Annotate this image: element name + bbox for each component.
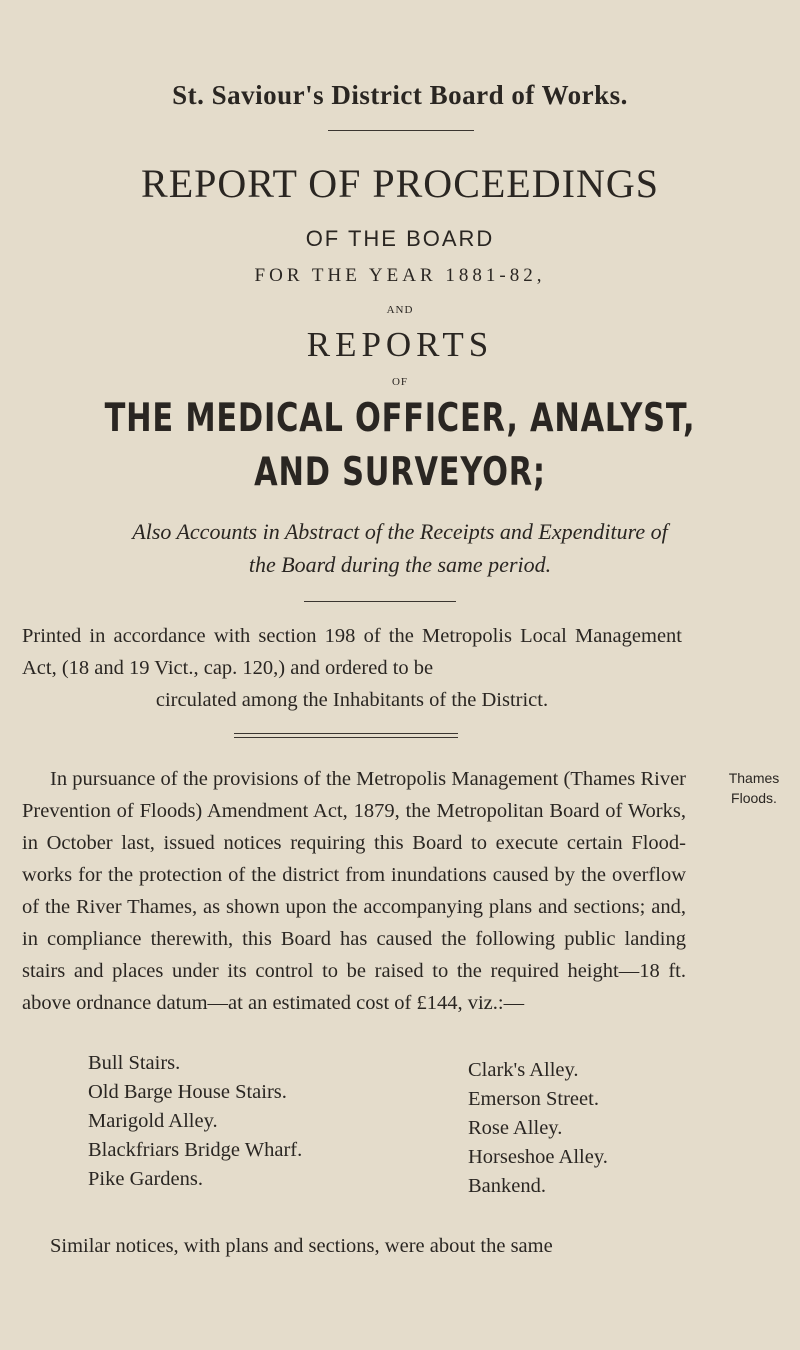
- list-item: Old Barge House Stairs.: [88, 1081, 287, 1103]
- printed-notice: [22, 620, 682, 716]
- list-item: Bull Stairs.: [88, 1052, 181, 1074]
- report-title: REPORT OF PROCEEDINGS: [141, 161, 659, 206]
- list-item: Blackfriars Bridge Wharf.: [88, 1139, 303, 1161]
- places-list-right: [468, 1056, 608, 1201]
- accounts-note-line2: the Board during the same period.: [248, 552, 552, 577]
- list-item: Clark's Alley.: [468, 1059, 579, 1081]
- list-item: Horseshoe Alley.: [468, 1146, 608, 1168]
- list-item: Emerson Street.: [468, 1088, 599, 1110]
- list-item: Marigold Alley.: [88, 1110, 218, 1132]
- list-item: Bankend.: [468, 1175, 546, 1197]
- of-the-board-subtitle: OF THE BOARD: [305, 226, 495, 251]
- and-connector: AND: [386, 304, 414, 316]
- officers-heading-line2: AND SURVEYOR;: [254, 450, 546, 495]
- year-line: FOR THE YEAR 1881-82,: [254, 265, 546, 286]
- board-name-heading: St. Saviour's District Board of Works.: [172, 80, 628, 110]
- printed-notice-last-line: circulated among the Inhabitants of the District.: [155, 689, 549, 711]
- list-item: Rose Alley.: [468, 1117, 563, 1139]
- margin-note: [712, 768, 796, 808]
- margin-note-line2: Floods.: [731, 790, 777, 806]
- thames-floods-paragraph: In pursuance of the provisions of the Metropolis Management (Thames River Prevention of Floods) Amendment Act, 1879, the Metropolitan Board of Works, in October last, issued notices requiring this Board to execute certain Flood-works for the protection of the district from inundations caused by the overflow of the River Thames, as shown upon the accompanying plans and sections; and, in compliance therewith, this Board has caused the following public landing stairs and places under its control to be raised to the required height—18 ft. above ordnance datum—at an estimated cost of £144, viz.:—: [22, 768, 686, 1014]
- accounts-note-line1: Also Accounts in Abstract of the Receipts and Expenditure of: [132, 519, 668, 544]
- list-item: Pike Gardens.: [88, 1168, 204, 1190]
- places-list-left: [88, 1049, 302, 1194]
- of-connector: OF: [391, 376, 409, 388]
- divider-rule: [304, 601, 456, 602]
- officers-heading-line1: THE MEDICAL OFFICER, ANALYST,: [104, 396, 696, 441]
- divider-rule: [328, 130, 474, 131]
- reports-heading: REPORTS: [306, 325, 494, 364]
- double-divider-rule: [234, 733, 458, 738]
- printed-notice-text: Printed in accordance with section 198 of the Metropolis Local Management Act, (18 and 19 Vict., cap. 120,) and ordered to be: [22, 625, 682, 679]
- closing-line: Similar notices, with plans and sections, were about the same: [50, 1235, 553, 1257]
- margin-note-line1: Thames: [728, 770, 780, 786]
